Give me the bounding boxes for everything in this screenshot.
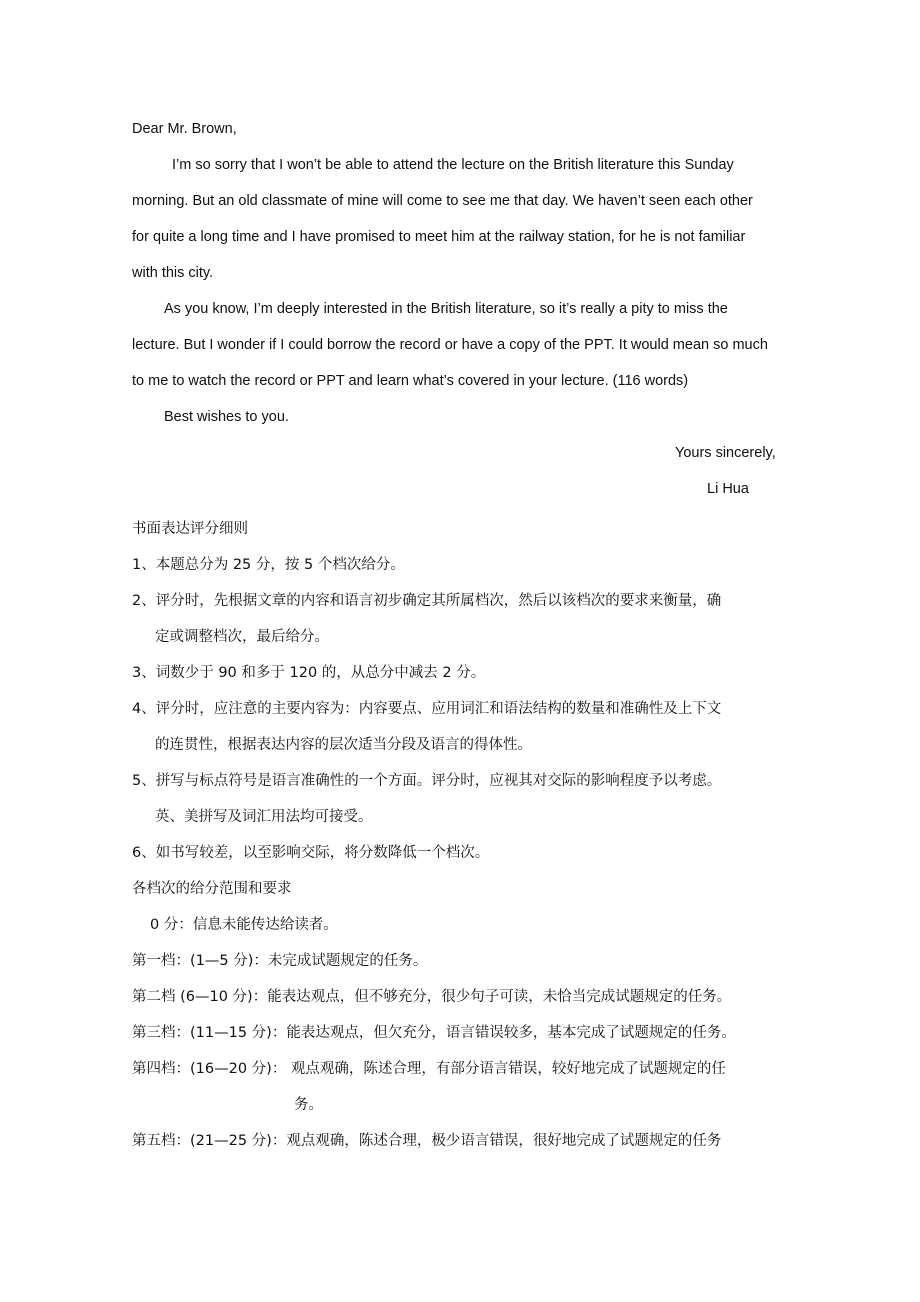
- grades-title: 各档次的给分范围和要求: [132, 881, 292, 897]
- letter-signature-name: Li Hua: [707, 481, 749, 497]
- rubric-rule-2-line-2: 定或调整档次，最后给分。: [155, 629, 329, 645]
- letter-paragraph-1-line-2: morning. But an old classmate of mine will come to see me that day. We haven’t seen each other: [132, 193, 753, 209]
- letter-paragraph-1-line-3: for quite a long time and I have promised to meet him at the railway station, for he is not familiar: [132, 229, 746, 245]
- letter-paragraph-2-line-3: to me to watch the record or PPT and learn what’s covered in your lecture. (116 words): [132, 373, 689, 389]
- letter-paragraph-2-line-1: As you know, I’m deeply interested in the British literature, so it’s really a pity to miss the: [164, 301, 728, 317]
- rubric-rule-5-line-1: 5、拼写与标点符号是语言准确性的一个方面。评分时，应视其对交际的影响程度予以考虑。: [132, 773, 722, 789]
- grade-1: 第一档：(1—5 分)：未完成试题规定的任务。: [132, 953, 428, 969]
- letter-signoff: Yours sincerely,: [675, 445, 776, 461]
- grade-3: 第三档：(11—15 分)：能表达观点，但欠充分，语言错误较多，基本完成了试题规定的任务。: [132, 1025, 736, 1041]
- letter-salutation: Dear Mr. Brown,: [132, 121, 237, 137]
- rubric-rule-1: 1、本题总分为 25 分，按 5 个档次给分。: [132, 557, 405, 573]
- letter-paragraph-1-line-1: I’m so sorry that I won’t be able to attend the lecture on the British literature this Sunday: [172, 157, 734, 173]
- rubric-rule-2-line-1: 2、评分时，先根据文章的内容和语言初步确定其所属档次，然后以该档次的要求来衡量，确: [132, 593, 722, 609]
- grade-4-line-2: 务。: [294, 1097, 323, 1113]
- rubric-rule-6: 6、如书写较差，以至影响交际，将分数降低一个档次。: [132, 845, 490, 861]
- letter-closing: Best wishes to you.: [164, 409, 289, 425]
- rubric-title: 书面表达评分细则: [132, 521, 248, 537]
- grade-0: 0 分：信息未能传达给读者。: [150, 917, 338, 933]
- grade-5: 第五档：(21—25 分)：观点观确，陈述合理，极少语言错误，很好地完成了试题规定的任务: [132, 1133, 722, 1149]
- rubric-rule-5-line-2: 英、美拼写及词汇用法均可接受。: [155, 809, 373, 825]
- letter-paragraph-1-line-4: with this city.: [132, 265, 214, 281]
- grade-4-line-1: 第四档：(16—20 分)： 观点观确，陈述合理，有部分语言错误，较好地完成了试题规定的任: [132, 1061, 726, 1077]
- rubric-rule-3: 3、词数少于 90 和多于 120 的，从总分中减去 2 分。: [132, 665, 486, 681]
- rubric-rule-4-line-2: 的连贯性，根据表达内容的层次适当分段及语言的得体性。: [155, 737, 532, 753]
- letter-paragraph-2-line-2: lecture. But I wonder if I could borrow the record or have a copy of the PPT. It would mean so much: [132, 337, 768, 353]
- rubric-rule-4-line-1: 4、评分时，应注意的主要内容为：内容要点、应用词汇和语法结构的数量和准确性及上下文: [132, 701, 722, 717]
- grade-2: 第二档 (6—10 分)：能表达观点，但不够充分，很少句子可读，未恰当完成试题规定的任务。: [132, 989, 732, 1005]
